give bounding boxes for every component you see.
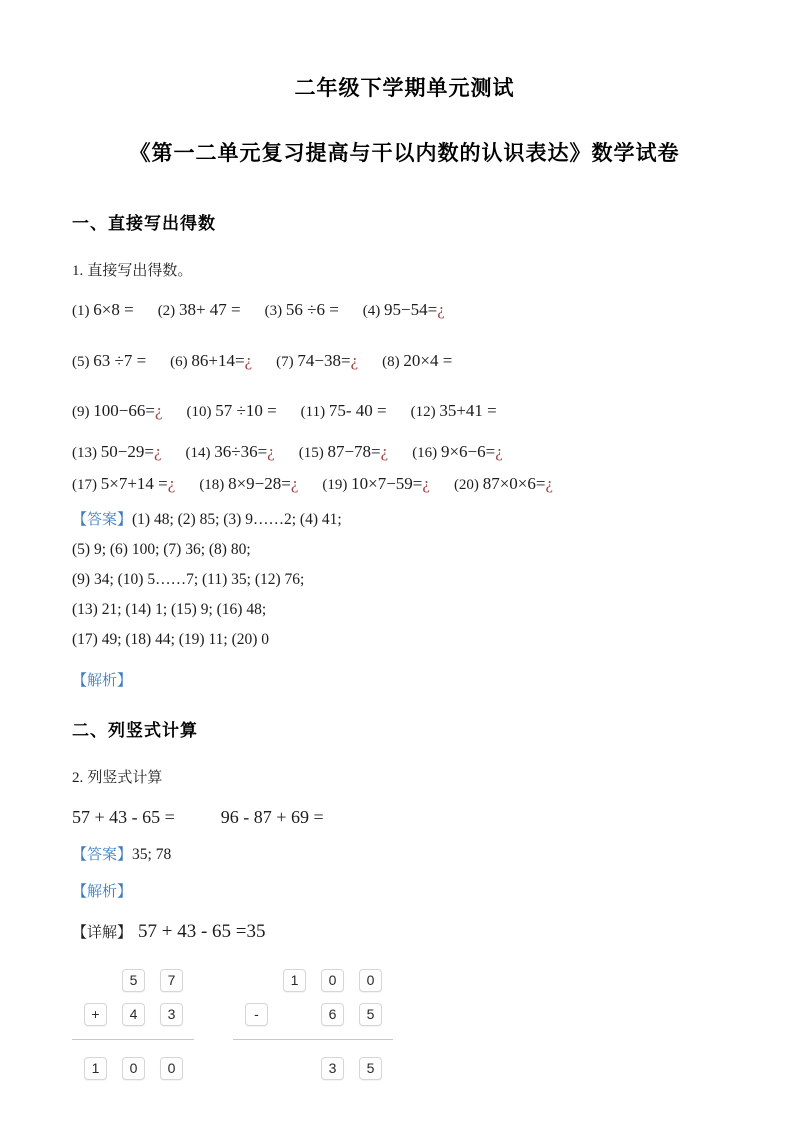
grid-cell: + bbox=[84, 1003, 107, 1026]
grid-cell: - bbox=[245, 1003, 268, 1026]
detail-formula: 57 + 43 - 65 =35 bbox=[138, 920, 266, 942]
detail-tag: 【详解】 bbox=[72, 923, 133, 941]
grid-cell: 1 bbox=[283, 969, 306, 992]
grid-cell: 3 bbox=[160, 1003, 183, 1026]
problem-number: (5) bbox=[72, 354, 94, 370]
problem-item: (11) 75- 40 = bbox=[300, 401, 387, 420]
answer-line-2 bbox=[72, 843, 737, 864]
grid-cell-empty bbox=[245, 1057, 268, 1080]
question-2-number: 2. bbox=[72, 770, 84, 786]
answer-text-2: 35; 78 bbox=[132, 846, 172, 863]
grid-row bbox=[233, 969, 393, 992]
problem-number: (18) bbox=[199, 477, 229, 493]
problem-item: (13) 50−29=¿ bbox=[72, 442, 162, 461]
problem-item: (4) 95−54=¿ bbox=[362, 300, 445, 319]
problem-row bbox=[72, 442, 737, 462]
question-2-line bbox=[72, 766, 737, 787]
unknown-placeholder-mark: ¿ bbox=[495, 442, 503, 461]
problem-item: (5) 63 ÷7 = bbox=[72, 351, 147, 370]
problem-item: (7) 74−38=¿ bbox=[276, 351, 359, 370]
problem-row bbox=[72, 474, 737, 494]
question-2-text: 列竖式计算 bbox=[87, 769, 163, 786]
problem-item: (16) 9×6−6=¿ bbox=[412, 442, 503, 461]
problem-number: (1) bbox=[72, 303, 94, 319]
problem-number: (7) bbox=[276, 354, 298, 370]
grid-cell-empty bbox=[245, 969, 268, 992]
vertical-calculation-grids bbox=[72, 969, 737, 1080]
problem-number: (11) bbox=[300, 404, 329, 420]
unknown-placeholder-mark: ¿ bbox=[244, 351, 253, 370]
answer-block bbox=[72, 505, 737, 655]
answer-line: 【答案】(1) 48; (2) 85; (3) 9……2; (4) 41; bbox=[72, 511, 342, 528]
grid-cell: 6 bbox=[321, 1003, 344, 1026]
analysis-label-2 bbox=[72, 880, 737, 901]
problem-item: (15) 87−78=¿ bbox=[298, 442, 389, 461]
unknown-placeholder-mark: ¿ bbox=[437, 300, 445, 319]
problem-number: (14) bbox=[185, 445, 215, 461]
detail-line bbox=[72, 921, 737, 943]
grid-cell: 0 bbox=[359, 969, 382, 992]
problem-number: (19) bbox=[322, 477, 352, 493]
problem-item: (17) 5×7+14 =¿ bbox=[72, 474, 176, 493]
unknown-placeholder-mark: ¿ bbox=[545, 474, 553, 493]
problem-number: (6) bbox=[170, 354, 192, 370]
problem-number: (17) bbox=[72, 477, 101, 493]
vertical-calc-problem-1: 57 + 43 - 65 = bbox=[72, 807, 175, 827]
grid-cell: 0 bbox=[321, 969, 344, 992]
problem-item: (12) 35+41 = bbox=[410, 401, 497, 420]
grid-cell: 5 bbox=[122, 969, 145, 992]
problem-item: (19) 10×7−59=¿ bbox=[322, 474, 430, 493]
unknown-placeholder-mark: ¿ bbox=[154, 401, 163, 420]
unknown-placeholder-mark: ¿ bbox=[380, 442, 389, 461]
problem-number: (4) bbox=[362, 303, 385, 319]
problem-item: (8) 20×4 = bbox=[382, 351, 453, 370]
problem-item: (1) 6×8 = bbox=[72, 300, 134, 319]
grid-cell: 4 bbox=[122, 1003, 145, 1026]
grid-row bbox=[72, 1057, 194, 1080]
question-1-number: 1. bbox=[72, 263, 84, 279]
addition-vertical-grid bbox=[72, 969, 194, 1080]
page-title: 二年级下学期单元测试 bbox=[294, 77, 515, 100]
problem-number: (2) bbox=[157, 303, 179, 319]
unknown-placeholder-mark: ¿ bbox=[167, 474, 176, 493]
problem-row bbox=[72, 351, 737, 371]
analysis-label-1 bbox=[72, 669, 737, 690]
grid-row bbox=[233, 1057, 393, 1080]
grid-underline bbox=[233, 1039, 393, 1040]
vertical-calc-problems bbox=[72, 807, 737, 828]
grid-cell: 0 bbox=[122, 1057, 145, 1080]
answer-line: (17) 49; (18) 44; (19) 11; (20) 0 bbox=[72, 631, 270, 648]
problem-item: (3) 56 ÷6 = bbox=[264, 300, 339, 319]
problem-item: (14) 36÷36=¿ bbox=[185, 442, 275, 461]
page-subtitle: 《第一二单元复习提高与干以内数的认识表达》数学试卷 bbox=[129, 142, 680, 165]
unknown-placeholder-mark: ¿ bbox=[350, 351, 359, 370]
problem-number: (8) bbox=[382, 354, 404, 370]
unknown-placeholder-mark: ¿ bbox=[267, 442, 275, 461]
problem-number: (15) bbox=[298, 445, 328, 461]
problem-item: (10) 57 ÷10 = bbox=[186, 401, 277, 420]
answer-line: (9) 34; (10) 5……7; (11) 35; (12) 76; bbox=[72, 571, 305, 588]
problem-number: (13) bbox=[72, 445, 101, 461]
grid-cell: 5 bbox=[359, 1057, 382, 1080]
analysis-tag-2: 【解析】 bbox=[72, 882, 133, 900]
unknown-placeholder-mark: ¿ bbox=[422, 474, 430, 493]
grid-underline bbox=[72, 1039, 194, 1040]
grid-cell-empty bbox=[283, 1003, 306, 1026]
answer-tag: 【答案】 bbox=[72, 511, 133, 528]
problem-item: (6) 86+14=¿ bbox=[170, 351, 253, 370]
grid-row bbox=[72, 969, 194, 992]
question-1-line bbox=[72, 259, 737, 280]
grid-cell-empty bbox=[283, 1057, 306, 1080]
problem-row bbox=[72, 300, 737, 320]
grid-cell: 0 bbox=[160, 1057, 183, 1080]
problem-number: (20) bbox=[453, 477, 483, 493]
grid-cell: 7 bbox=[160, 969, 183, 992]
unknown-placeholder-mark: ¿ bbox=[153, 442, 162, 461]
answer-tag-2: 【答案】 bbox=[72, 846, 133, 863]
grid-row bbox=[72, 1003, 194, 1026]
question-1-text: 直接写出得数。 bbox=[87, 262, 193, 279]
analysis-tag: 【解析】 bbox=[72, 672, 133, 689]
problem-number: (10) bbox=[186, 404, 216, 420]
problem-rows bbox=[72, 300, 737, 494]
problem-number: (16) bbox=[412, 445, 441, 461]
problem-row bbox=[72, 401, 737, 421]
problem-item: (2) 38+ 47 = bbox=[157, 300, 241, 319]
grid-cell: 1 bbox=[84, 1057, 107, 1080]
grid-cell: 3 bbox=[321, 1057, 344, 1080]
problem-number: (12) bbox=[410, 404, 440, 420]
unknown-placeholder-mark: ¿ bbox=[290, 474, 299, 493]
problem-item: (20) 87×0×6=¿ bbox=[453, 474, 553, 493]
problem-item: (9) 100−66=¿ bbox=[72, 401, 163, 420]
problem-number: (3) bbox=[264, 303, 286, 319]
grid-row bbox=[233, 1003, 393, 1026]
problem-number: (9) bbox=[72, 404, 94, 420]
answer-line: (13) 21; (14) 1; (15) 9; (16) 48; bbox=[72, 601, 267, 618]
subtraction-vertical-grid bbox=[233, 969, 393, 1080]
section-1-heading: 一、直接写出得数 bbox=[72, 214, 216, 233]
vertical-calc-problem-2: 96 - 87 + 69 = bbox=[220, 807, 324, 827]
grid-cell: 5 bbox=[359, 1003, 382, 1026]
section-2-heading: 二、列竖式计算 bbox=[72, 721, 198, 740]
answer-line: (5) 9; (6) 100; (7) 36; (8) 80; bbox=[72, 541, 251, 558]
grid-cell-empty bbox=[84, 969, 107, 992]
problem-item: (18) 8×9−28=¿ bbox=[199, 474, 299, 493]
